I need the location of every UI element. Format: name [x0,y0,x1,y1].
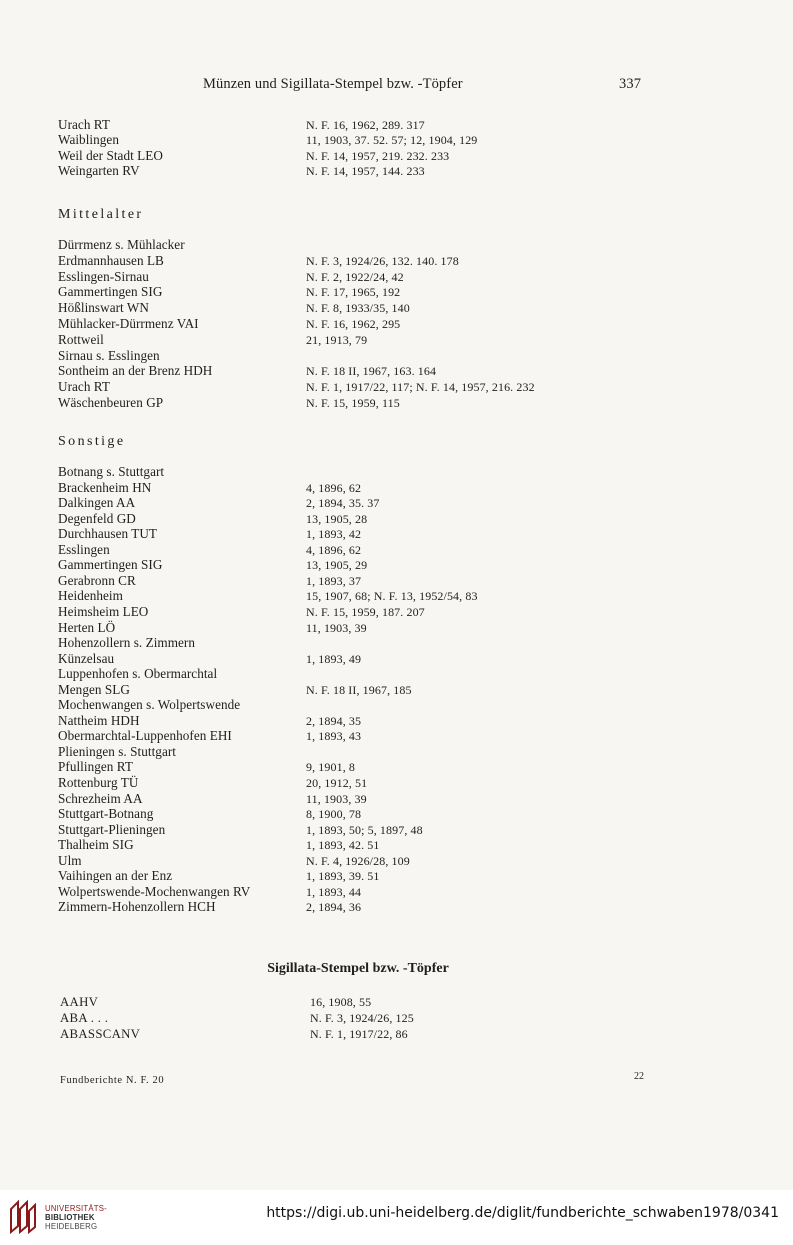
entry-reference: 8, 1900, 78 [306,807,362,822]
entry-place: Heidenheim [58,588,123,604]
running-head [0,76,793,94]
entry-reference: N. F. 16, 1962, 295 [306,317,401,331]
stamp-reference: N. F. 1, 1917/22, 86 [310,1027,408,1041]
entry-reference: N. F. 3, 1924/26, 132. 140. 178 [306,253,459,268]
entry-reference: 11, 1903, 39 [306,791,367,806]
entry-place: Sontheim an der Brenz HDH [58,363,213,379]
entry-place: Plieningen s. Stuttgart [58,743,177,759]
library-footer-bar [0,1190,793,1245]
entry-reference: 1, 1893, 39. 51 [306,869,380,884]
section-heading: Mittelalter [58,207,144,222]
entry-reference: 11, 1903, 39 [306,620,367,635]
entry-place: Dalkingen AA [58,495,136,511]
entry-place: Stuttgart-Botnang [58,806,154,822]
entry-place: Weil der Stadt LEO [58,148,163,163]
entry-reference: N. F. 15, 1959, 187. 207 [306,604,425,619]
entry-place: Stuttgart-Plieningen [58,821,166,837]
entry-place: Zimmern-Hohenzollern HCH [58,899,216,915]
entry-reference: 9, 1901, 8 [306,760,355,775]
entry-place: Esslingen-Sirnau [58,268,149,284]
entry-reference: 1, 1893, 44 [306,884,362,899]
entry-reference: N. F. 16, 1962, 289. 317 [306,118,425,132]
logo-line-3: HEIDELBERG [45,1222,98,1231]
entry-reference: 13, 1905, 28 [306,511,368,526]
entry-place: Gammertingen SIG [58,557,163,573]
entry-place: Mochenwangen s. Wolpertswende [58,697,241,713]
entry-reference: 4, 1896, 62 [306,542,362,557]
entry-reference: 21, 1913, 79 [306,332,368,347]
entry-place: Weingarten RV [58,163,140,178]
entry-place: Vaihingen an der Enz [58,868,173,884]
running-title: Münzen und Sigillata-Stempel bzw. -Töpfer [203,76,463,92]
entry-reference: 13, 1905, 29 [306,558,368,573]
entry-reference: N. F. 4, 1926/28, 109 [306,853,410,868]
entry-reference: N. F. 18 II, 1967, 163. 164 [306,364,437,379]
entry-place: Mühlacker-Dürrmenz VAI [58,316,199,331]
logo-line-1: UNIVERSITÄTS- [45,1204,107,1213]
entry-reference: 2, 1894, 35 [306,713,362,728]
stamp-name: ABASSCANV [60,1027,141,1041]
entry-place: Sirnau s. Esslingen [58,347,160,363]
entry-reference: 4, 1896, 62 [306,480,362,495]
entry-place: Esslingen [58,541,110,557]
entry-reference: 1, 1893, 50; 5, 1897, 48 [306,822,423,837]
signature-mark: 22 [634,1071,644,1082]
stamp-name: AAHV [60,995,99,1009]
permalink[interactable]: https://digi.ub.uni-heidelberg.de/diglit/fundberichte_schwaben1978/0341 [266,1205,779,1221]
sigillata-heading: Sigillata-Stempel bzw. -Töpfer [267,961,449,976]
entry-place: Herten LÖ [58,619,116,635]
entry-place: Künzelsau [58,650,115,666]
entry-place: Thalheim SIG [58,837,134,853]
entry-reference: 1, 1893, 37 [306,573,362,588]
entry-place: Mengen SLG [58,681,130,697]
entry-place: Hößlinswart WN [58,300,149,316]
entry-place: Brackenheim HN [58,479,152,495]
section-heading: Sonstige [58,434,126,449]
entry-place: Rottenburg TÜ [58,775,139,790]
entry-place: Urach RT [58,379,110,395]
entry-reference: 15, 1907, 68; N. F. 13, 1952/54, 83 [306,589,478,604]
entry-place: Gerabronn CR [58,572,136,588]
stamp-reference: 16, 1908, 55 [310,995,372,1009]
entry-reference: N. F. 17, 1965, 192 [306,285,401,300]
entry-place: Wäschenbeuren GP [58,395,164,410]
entry-reference: 1, 1893, 42 [306,527,362,542]
entry-reference: N. F. 14, 1957, 144. 233 [306,164,425,178]
entry-place: Schrezheim AA [58,790,143,806]
entry-reference: N. F. 1, 1917/22, 117; N. F. 14, 1957, 216. 232 [306,380,535,395]
stamp-name: ABA . . . [60,1011,109,1025]
entry-place: Pfullingen RT [58,759,133,775]
entry-place: Hohenzollern s. Zimmern [58,635,196,651]
entry-place: Erdmannhausen LB [58,252,164,268]
entry-reference: 2, 1894, 35. 37 [306,496,380,511]
entry-reference: N. F. 14, 1957, 219. 232. 233 [306,149,450,163]
entry-reference: 1, 1893, 42. 51 [306,838,380,853]
entry-place: Luppenhofen s. Obermarchtal [58,666,218,682]
library-logo-text [45,1204,107,1231]
entry-reference: N. F. 18 II, 1967, 185 [306,682,412,697]
entry-place: Gammertingen SIG [58,284,163,300]
entry-place: Rottweil [58,331,104,347]
entry-place: Durchhausen TUT [58,526,158,542]
entry-reference: 1, 1893, 43 [306,729,362,744]
entry-reference: 11, 1903, 37. 52. 57; 12, 1904, 129 [306,133,478,147]
entry-place: Wolpertswende-Mochenwangen RV [58,883,251,899]
stamp-reference: N. F. 3, 1924/26, 125 [310,1011,414,1025]
entry-place: Urach RT [58,117,110,132]
footer-note: Fundberichte N. F. 20 [60,1075,165,1086]
entry-place: Waiblingen [58,132,119,147]
page-number: 337 [619,76,642,92]
entry-reference: 1, 1893, 49 [306,651,362,666]
entry-place: Nattheim HDH [58,712,140,728]
entry-place: Ulm [58,852,82,868]
logo-line-2: BIBLIOTHEK [45,1213,95,1222]
entry-reference: N. F. 8, 1933/35, 140 [306,301,410,316]
entry-place: Obermarchtal-Luppenhofen EHI [58,728,232,744]
entry-reference: 2, 1894, 36 [306,900,362,915]
entry-reference: N. F. 15, 1959, 115 [306,396,400,410]
entry-place: Botnang s. Stuttgart [58,464,165,479]
entry-place: Heimsheim LEO [58,603,149,619]
entry-place: Dürrmenz s. Mühlacker [58,237,185,252]
entry-place: Degenfeld GD [58,510,136,526]
library-logo-icon[interactable] [8,1199,38,1235]
entry-reference: N. F. 2, 1922/24, 42 [306,269,404,284]
entry-reference: 20, 1912, 51 [306,776,368,790]
